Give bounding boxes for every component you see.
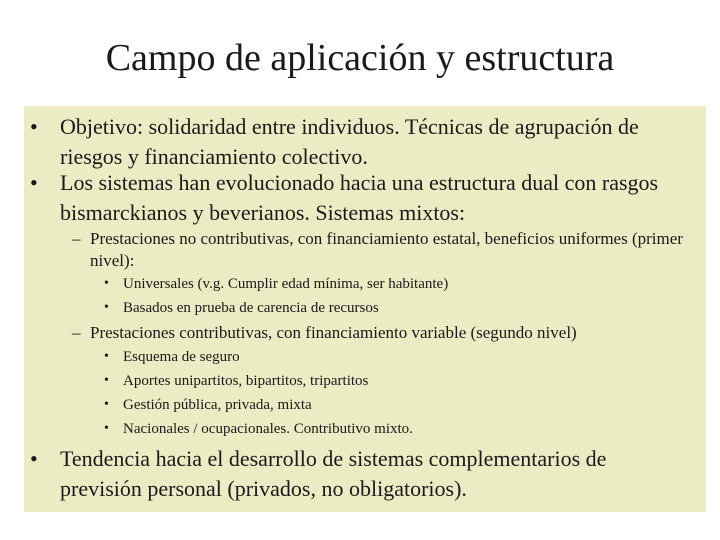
bullet-marker: • bbox=[104, 349, 109, 364]
bullet-marker: • bbox=[104, 276, 109, 291]
sub-sub-bullet-text: Aportes unipartitos, bipartitos, tripartitos bbox=[123, 373, 369, 389]
bullet-text: Objetivo: solidaridad entre individuos. Técnicas de agrupación de riesgos y financiamiento colectivo. bbox=[60, 114, 639, 169]
sub-sub-bullet-text: Gestión pública, privada, mixta bbox=[123, 397, 312, 413]
sub-sub-bullet-text: Nacionales / ocupacionales. Contributivo mixto. bbox=[123, 421, 413, 437]
sub-bullet-text: Prestaciones contributivas, con financiamiento variable (segundo nivel) bbox=[90, 323, 577, 342]
bullet-marker: • bbox=[30, 114, 38, 139]
bullet-marker: • bbox=[30, 170, 38, 195]
bullet-text: Los sistemas han evolucionado hacia una estructura dual con rasgos bismarckianos y beverianos. Sistemas mixtos: bbox=[60, 170, 659, 225]
sub-sub-bullet-text: Basados en prueba de carencia de recursos bbox=[123, 300, 379, 316]
sub-sub-bullet-text: Universales (v.g. Cumplir edad mínima, ser habitante) bbox=[123, 276, 449, 292]
slide-title: Campo de aplicación y estructura bbox=[105, 37, 615, 79]
content-box bbox=[24, 106, 706, 512]
bullet-marker: • bbox=[30, 446, 38, 471]
bullet-text: Tendencia hacia el desarrollo de sistemas complementarios de previsión personal (privados, no obligatorios). bbox=[60, 446, 607, 501]
dash-marker: – bbox=[72, 229, 81, 248]
sub-sub-bullet-text: Esquema de seguro bbox=[123, 349, 240, 365]
sub-bullet-text: Prestaciones no contributivas, con financiamiento estatal, beneficios uniformes (primer nivel): bbox=[90, 229, 683, 270]
bullet-marker: • bbox=[104, 300, 109, 315]
dash-marker: – bbox=[72, 323, 81, 342]
bullet-marker: • bbox=[104, 397, 109, 412]
bullet-marker: • bbox=[104, 421, 109, 436]
bullet-marker: • bbox=[104, 373, 109, 388]
